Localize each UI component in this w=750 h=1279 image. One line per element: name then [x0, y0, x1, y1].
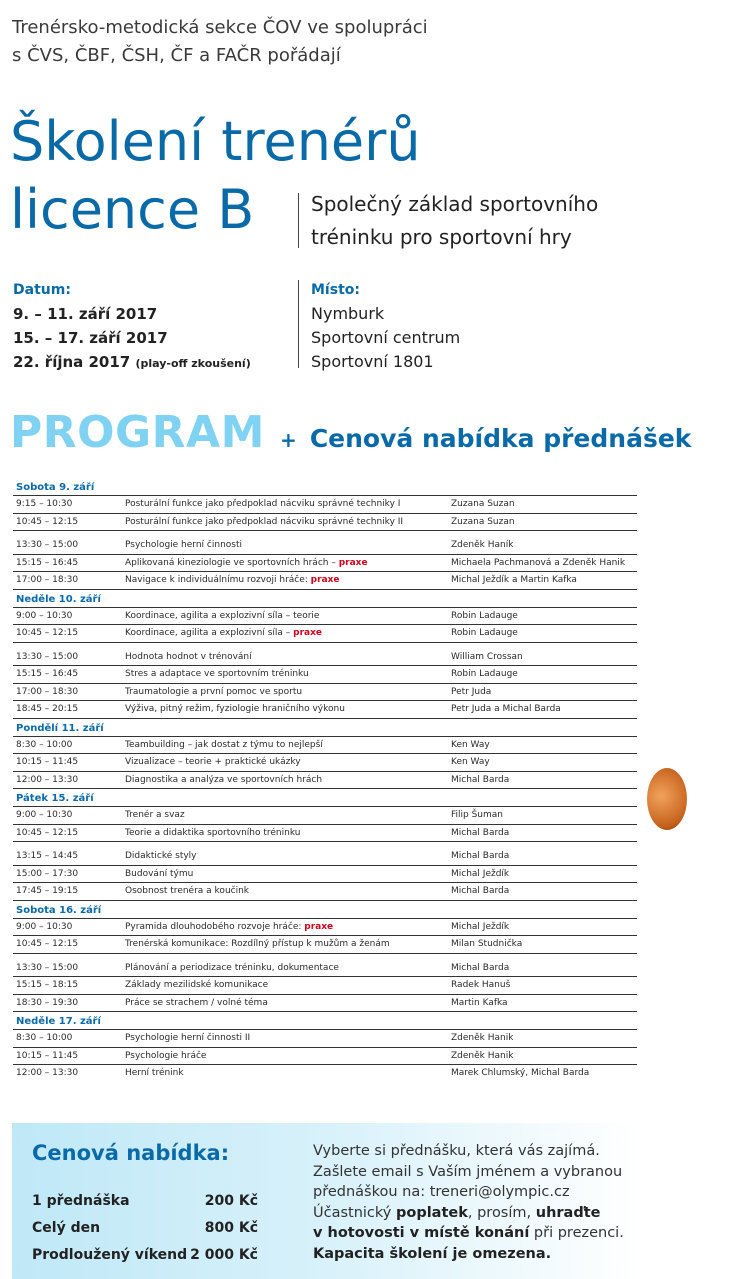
- session-topic: [125, 1030, 451, 1047]
- lecturer: Michal Ježdík: [451, 921, 510, 932]
- info-bold: uhraďte: [535, 1204, 601, 1221]
- session-time: 10:15 – 11:45: [16, 1050, 79, 1061]
- lecturer: Michal Barda: [451, 851, 510, 861]
- price-value: 800 Kč: [204, 1220, 258, 1236]
- info-line: [313, 1203, 624, 1224]
- schedule-row: [13, 737, 637, 755]
- schedule-row: [13, 608, 637, 626]
- session-topic: [125, 701, 451, 718]
- session-topic: [125, 625, 451, 642]
- topic-text: Pyramida dlouhodobého rozvoje hráče:: [125, 921, 305, 932]
- topic-text: Osobnost trenéra a koučink: [125, 886, 250, 896]
- schedule-row: [13, 555, 637, 573]
- day-heading: Pátek 15. září: [13, 789, 637, 807]
- place-label: Místo:: [311, 282, 360, 298]
- schedule-table: [13, 478, 637, 1082]
- session-topic: [125, 960, 451, 977]
- session-topic: [125, 807, 451, 824]
- session-time: 10:45 – 12:15: [16, 827, 79, 838]
- praxe-tag: praxe: [293, 628, 323, 638]
- schedule-row: [13, 537, 637, 555]
- lecturer: Zdeněk Hanik: [451, 1033, 514, 1043]
- date-note: (play-off zkoušení): [135, 357, 251, 370]
- lecturer: Michal Barda: [451, 886, 510, 896]
- lecturer: Filip Šuman: [451, 810, 504, 820]
- session-topic: [125, 1048, 451, 1065]
- intro-line: Trenérsko-metodická sekce ČOV ve spolupráci: [12, 17, 428, 38]
- schedule-row: [13, 977, 637, 995]
- session-time: 18:45 – 20:15: [16, 704, 79, 714]
- place-line: Sportovní centrum: [311, 328, 461, 347]
- topic-text: Traumatologie a první pomoc ve sportu: [125, 686, 303, 697]
- topic-text: Psychologie hráče: [125, 1050, 207, 1061]
- schedule-row: [13, 960, 637, 978]
- schedule-row: [13, 825, 637, 843]
- session-time: 12:00 – 13:30: [16, 774, 79, 785]
- subtitle-line: Společný základ sportovního: [311, 192, 599, 216]
- session-topic: [125, 825, 451, 842]
- divider: [298, 193, 299, 248]
- divider: [298, 280, 299, 368]
- topic-text: Teorie a didaktika sportovního tréninku: [125, 827, 301, 838]
- session-time: 13:30 – 15:00: [16, 651, 79, 662]
- schedule-row: [13, 1048, 637, 1066]
- lecturer: Zuzana Suzan: [451, 516, 515, 527]
- session-time: 10:45 – 12:15: [16, 628, 79, 638]
- place-line: Nymburk: [311, 304, 385, 323]
- session-topic: [125, 555, 451, 572]
- session-time: 17:00 – 18:30: [16, 575, 79, 585]
- schedule-row: [13, 572, 637, 590]
- price-value: 200 Kč: [204, 1193, 258, 1209]
- lecturer: Petr Juda: [451, 686, 492, 697]
- schedule-row: [13, 883, 637, 901]
- session-time: 10:15 – 11:45: [16, 757, 79, 767]
- day-heading: Neděle 10. září: [13, 590, 637, 608]
- topic-text: Koordinace, agilita a explozivní síla – teorie: [125, 610, 320, 621]
- session-topic: [125, 649, 451, 666]
- program-title: PROGRAM: [10, 407, 265, 458]
- topic-text: Hodnota hodnot v trénování: [125, 651, 252, 662]
- date-item: 15. – 17. září 2017: [13, 329, 168, 347]
- session-topic: [125, 572, 451, 589]
- price-label: 1 přednáška: [32, 1193, 130, 1209]
- lecturer: Radek Hanuš: [451, 980, 511, 990]
- lecturer: Michal Barda: [451, 962, 510, 973]
- title-line: licence B: [10, 178, 255, 241]
- schedule-row: [13, 496, 637, 514]
- topic-text: Aplikovaná kineziologie ve sportovních hrách –: [125, 557, 339, 568]
- subtitle-line: tréninku pro sportovní hry: [311, 225, 572, 249]
- lecturer: Zuzana Suzan: [451, 499, 515, 509]
- pricing-title: Cenová nabídka:: [32, 1141, 230, 1165]
- session-time: 15:15 – 16:45: [16, 557, 79, 568]
- session-topic: [125, 1065, 451, 1082]
- topic-text: Základy mezilidské komunikace: [125, 980, 269, 990]
- lecturer: Michaela Pachmanová a Zdeněk Hanik: [451, 557, 626, 568]
- intro-line: s ČVS, ČBF, ČSH, ČF a FAČR pořádají: [12, 45, 341, 66]
- info-line: Vyberte si přednášku, která vás zajímá.: [313, 1143, 600, 1159]
- session-time: 13:30 – 15:00: [16, 962, 79, 973]
- lecturer: Marek Chlumský, Michal Barda: [451, 1068, 590, 1078]
- schedule-row: [13, 754, 637, 772]
- price-row: [32, 1220, 258, 1236]
- session-time: 9:00 – 10:30: [16, 921, 73, 932]
- info-line: Kapacita školení je omezena.: [313, 1245, 552, 1262]
- topic-text: Budování týmu: [125, 868, 194, 879]
- day-heading: Neděle 17. září: [13, 1012, 637, 1030]
- session-topic: [125, 848, 451, 865]
- topic-text: Herní trénink: [125, 1068, 184, 1078]
- session-time: 9:15 – 10:30: [16, 499, 73, 509]
- topic-text: Trenér a svaz: [125, 810, 185, 820]
- schedule-row: [13, 807, 637, 825]
- info-text: Účastnický: [313, 1204, 396, 1221]
- schedule-row: [13, 684, 637, 702]
- praxe-tag: praxe: [310, 575, 340, 585]
- plus-sign: +: [279, 428, 297, 452]
- session-time: 12:00 – 13:30: [16, 1068, 79, 1078]
- session-topic: [125, 995, 451, 1012]
- schedule-row: [13, 936, 637, 954]
- price-row: [32, 1247, 258, 1263]
- topic-text: Psychologie herní činnosti II: [125, 1033, 251, 1043]
- lecturer: Michal Barda: [451, 774, 510, 785]
- schedule-row: [13, 919, 637, 937]
- schedule-row: [13, 995, 637, 1013]
- schedule-row: [13, 649, 637, 667]
- session-time: 15:00 – 17:30: [16, 868, 79, 879]
- lecturer: Michal Ježdík: [451, 868, 510, 879]
- day-heading: Pondělí 11. září: [13, 719, 637, 737]
- lecturer: Petr Juda a Michal Barda: [451, 704, 561, 714]
- session-topic: [125, 496, 451, 513]
- session-time: 17:00 – 18:30: [16, 686, 79, 697]
- lecturer: Martin Kafka: [451, 997, 508, 1008]
- program-heading: [10, 407, 691, 458]
- price-row: [32, 1193, 258, 1209]
- session-time: 13:15 – 14:45: [16, 851, 79, 861]
- price-label: Prodloužený víkend: [32, 1247, 188, 1263]
- date-item: 9. – 11. září 2017: [13, 305, 158, 323]
- session-topic: [125, 754, 451, 771]
- lecturer: Michal Barda: [451, 827, 510, 838]
- session-time: 10:45 – 12:15: [16, 939, 79, 949]
- session-topic: [125, 608, 451, 625]
- dates-label: Datum:: [13, 282, 71, 298]
- lecturer: Zdeněk Hanik: [451, 1050, 514, 1061]
- day-heading: Sobota 9. září: [13, 478, 637, 496]
- session-time: 15:15 – 16:45: [16, 669, 79, 679]
- session-topic: [125, 936, 451, 953]
- ball-decoration: [647, 768, 687, 830]
- session-time: 9:00 – 10:30: [16, 610, 73, 621]
- lecturer: William Crossan: [451, 651, 523, 662]
- lecturer: Robin Ladauge: [451, 669, 518, 679]
- session-time: 8:30 – 10:00: [16, 1033, 73, 1043]
- info-line: Zašlete email s Vaším jménem a vybranou: [313, 1163, 623, 1180]
- session-time: 8:30 – 10:00: [16, 739, 73, 750]
- pricing-info: [313, 1141, 624, 1264]
- session-topic: [125, 772, 451, 789]
- price-label: Celý den: [32, 1220, 101, 1236]
- schedule-row: [13, 625, 637, 643]
- pricing-box: [12, 1123, 638, 1279]
- price-value: 2 000 Kč: [190, 1247, 258, 1263]
- praxe-tag: praxe: [338, 557, 368, 568]
- price-heading: Cenová nabídka přednášek: [309, 424, 692, 453]
- schedule-row: [13, 1030, 637, 1048]
- lecturer: Milan Studnička: [451, 939, 523, 949]
- date-item: [13, 350, 251, 376]
- topic-text: Posturální funkce jako předpoklad nácviku správné techniky I: [125, 499, 401, 509]
- session-topic: [125, 919, 451, 936]
- info-text: při prezenci.: [529, 1225, 624, 1241]
- topic-text: Teambuilding – jak dostat z týmu to nejlepší: [125, 739, 323, 750]
- topic-text: Plánování a periodizace tréninku, dokumentace: [125, 962, 339, 973]
- topic-text: Navigace k individuálnímu rozvoji hráče:: [125, 575, 311, 585]
- session-time: 9:00 – 10:30: [16, 810, 73, 820]
- date-text: 22. října 2017: [13, 353, 131, 371]
- session-topic: [125, 883, 451, 900]
- session-time: 17:45 – 19:15: [16, 886, 79, 896]
- schedule-row: [13, 866, 637, 884]
- lecturer: Zdeněk Haník: [451, 540, 514, 550]
- lecturer: Ken Way: [451, 757, 490, 767]
- session-topic: [125, 737, 451, 754]
- session-topic: [125, 684, 451, 701]
- place-line: Sportovní 1801: [311, 352, 434, 371]
- session-topic: [125, 514, 451, 531]
- topic-text: Psychologie herní činnosti: [125, 540, 242, 550]
- schedule-row: [13, 1065, 637, 1082]
- lecturer: Robin Ladauge: [451, 610, 518, 621]
- schedule-row: [13, 772, 637, 790]
- place-block: [311, 278, 460, 374]
- session-topic: [125, 666, 451, 683]
- topic-text: Výživa, pitný režim, fyziologie hraničního výkonu: [125, 704, 345, 714]
- topic-text: Posturální funkce jako předpoklad nácviku správné techniky II: [125, 516, 404, 527]
- lecturer: Robin Ladauge: [451, 628, 518, 638]
- lecturer: Michal Ježdík a Martin Kafka: [451, 575, 577, 585]
- info-bold: poplatek: [395, 1204, 468, 1221]
- title-line: Školení trenérů: [10, 110, 421, 173]
- topic-text: Vizualizace – teorie + praktické ukázky: [125, 757, 301, 767]
- schedule-row: [13, 514, 637, 532]
- session-time: 13:30 – 15:00: [16, 540, 79, 550]
- session-time: 15:15 – 18:15: [16, 980, 79, 990]
- info-line: [313, 1223, 624, 1244]
- subtitle: [311, 188, 598, 254]
- session-topic: [125, 537, 451, 554]
- topic-text: Koordinace, agilita a explozivní síla –: [125, 628, 294, 638]
- topic-text: Diagnostika a analýza ve sportovních hrách: [125, 774, 323, 785]
- session-time: 10:45 – 12:15: [16, 516, 79, 527]
- topic-text: Práce se strachem / volné téma: [125, 997, 268, 1008]
- topic-text: Trenérská komunikace: Rozdílný přístup k mužům a ženám: [125, 939, 390, 949]
- info-text: , prosím,: [467, 1204, 536, 1221]
- session-time: 18:30 – 19:30: [16, 997, 79, 1008]
- praxe-tag: praxe: [304, 921, 334, 932]
- info-line: přednáškou na: treneri@olympic.cz: [313, 1184, 570, 1200]
- schedule-row: [13, 848, 637, 866]
- schedule-row: [13, 666, 637, 684]
- session-topic: [125, 977, 451, 994]
- lecturer: Ken Way: [451, 739, 490, 750]
- day-heading: Sobota 16. září: [13, 901, 637, 919]
- dates-block: [13, 278, 251, 376]
- session-topic: [125, 866, 451, 883]
- topic-text: Stres a adaptace ve sportovním tréninku: [125, 669, 309, 679]
- topic-text: Didaktické styly: [125, 851, 197, 861]
- schedule-row: [13, 701, 637, 719]
- intro: [12, 14, 428, 70]
- info-bold: v hotovosti v místě konání: [313, 1225, 530, 1241]
